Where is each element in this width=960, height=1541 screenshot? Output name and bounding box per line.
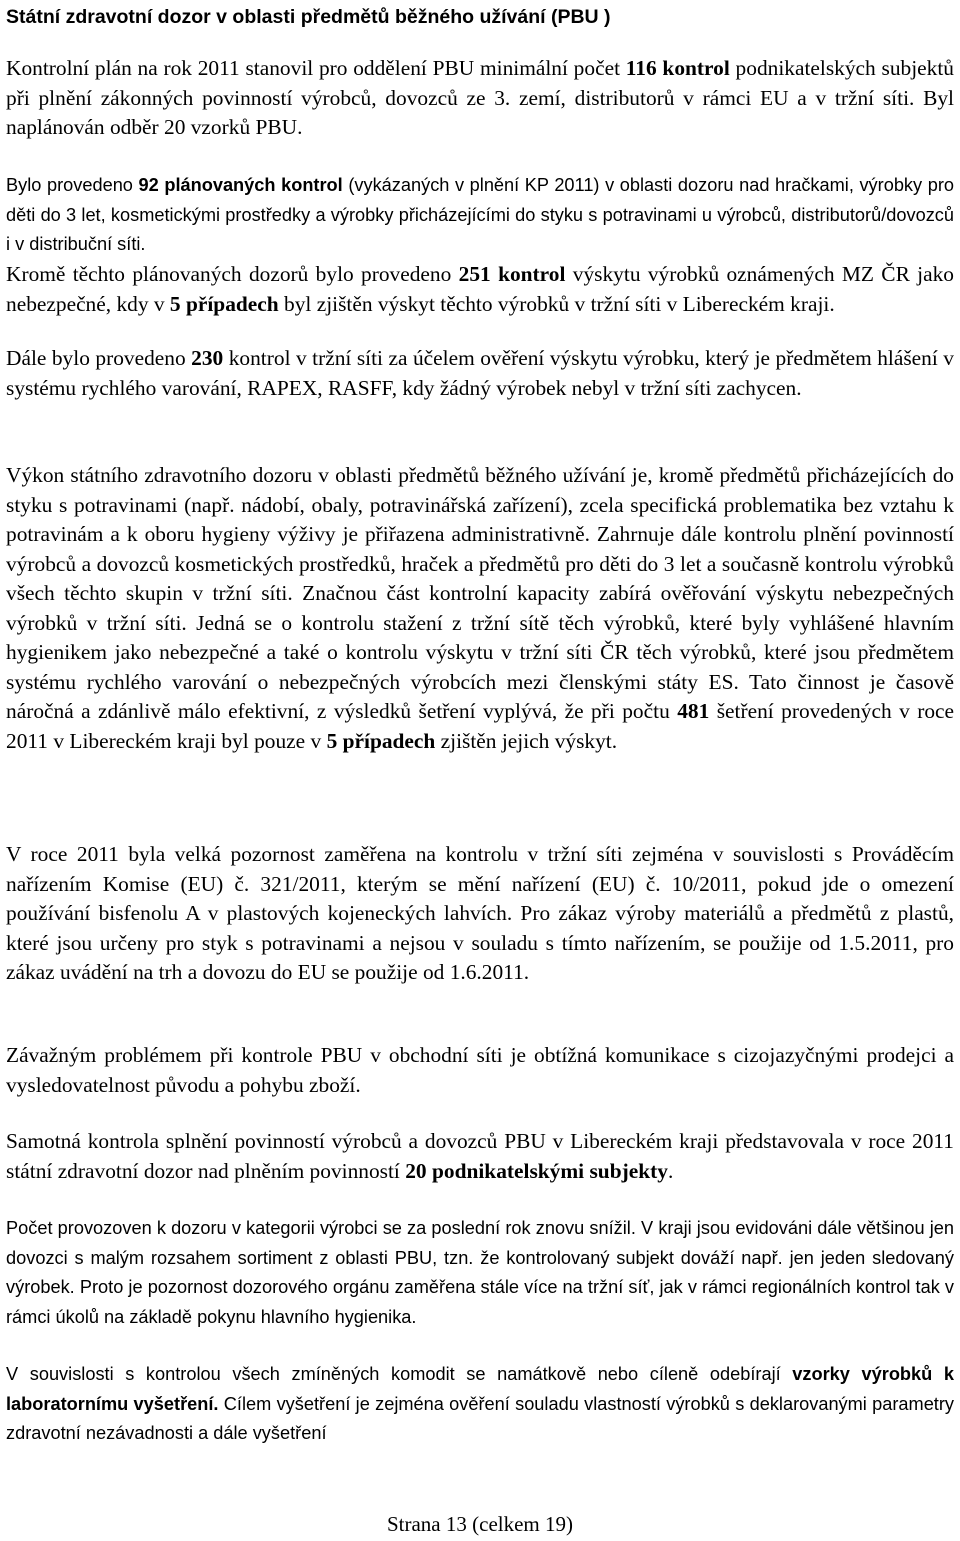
emphasis-text: 116 kontrol [625, 56, 730, 80]
paragraph-sampling [6, 1360, 954, 1449]
paragraph-establishments: Počet provozoven k dozoru v kategorii výrobci se za poslední rok znovu snížil. V kraji jsou evidováni dále většinou jen dovozci s malým rozsahem sortiment z oblasti PBU, tzn. že kontrolovaný subjekt dováží např. jen jeden sledovaný výrobek. Proto je pozornost dozorového orgánu zaměřena stále více na tržní síť, jak v rámci regionálních kontrol tak v rámci úkolů na základě pokynu hlavního hygienika. [6, 1218, 954, 1327]
emphasis-text: 92 plánovaných kontrol [138, 175, 343, 195]
text-run: V souvislosti s kontrolou všech zmíněných komodit se namátkově nebo cíleně odebírají [6, 1364, 793, 1384]
text-run: podnikatelských subjektů při plnění zákonných povinností výrobců, dovozců ze 3. zemí, distributorů v rámci EU a v tržní síti. Byl naplánován odběr 20 vzorků PBU. [6, 56, 954, 139]
section-heading: Státní zdravotní dozor v oblasti předmětů běžného užívání (PBU ) [6, 6, 611, 28]
paragraph-bisphenol: V roce 2011 byla velká pozornost zaměřena na kontrolu v tržní síti zejména v souvislosti s Prováděcím nařízením Komise (EU) č. 321/2011, kterým se mění nařízení (EU) č. 10/2011, pokud jde o omezení používání bisfenolu A v plastových kojeneckých lahvích. Pro zákaz výroby materiálů a předmětů z plastů, které jsou určeny pro styk s potravinami a nejsou v souladu s tímto nařízením, se použije od 1.5.2011, pro zákaz uvádění na trh a dovozu do EU se použije od 1.6.2011. [6, 842, 954, 984]
emphasis-text: 230 [191, 346, 224, 370]
text-run: Kontrolní plán na rok 2011 stanovil pro oddělení PBU minimální počet [6, 56, 626, 80]
paragraph-communication-problem: Závažným problémem při kontrole PBU v obchodní síti je obtížná komunikace s cizojazyčnými prodejci a vysledovatelnost původu a pohybu zboží. [6, 1043, 954, 1097]
text-run: Cílem vyšetření je zejména ověření souladu vlastností výrobků s deklarovanými parametry zdravotní nezávadnosti a dále vyšetření [6, 1393, 955, 1443]
paragraph-planned-controls [6, 171, 954, 260]
text-run: (vykázaných v plnění KP 2011) v oblasti dozoru nad hračkami, výrobky pro děti do 3 let, kosmetickými prostředky a výrobky přicházejícími do styku s potravinami u výrobců, distributorů/dovozců i v distribuční síti. [6, 175, 954, 254]
text-run: Výkon státního zdravotního dozoru v oblasti předmětů běžného užívání je, kromě předmětů přicházejících do styku s potravinami (např. nádobí, obaly, potravinářská zařízení), zcela specifická problematika bez vztahu k potravinám a k oboru hygieny výživy je přiřazena administrativně. Zahrnuje dále kontrolu plnění povinností výrobců a dovozců kosmetických prostředků, hraček a předmětů pro děti do 3 let a současně kontrolu výrobků všech těchto skupin v tržní síti. Značnou část kontrolní kapacity zabírá ověřování výskytu nebezpečných výrobků v tržní síti. Jedná se o kontrolu stažení z tržní sítě těch výrobků, které byly vyhlášené hlavním hygienikem jako nebezpečné a také o kontrolu výskytu v tržní síti ČR těch výrobků, které jsou předmětem systému rychlého varování o nebezpečných výrobcích mezi členskými státy ES. Tato činnost je časově náročná a zdánlivě málo efektivní, z výsledků šetření vyplývá, že při počtu [6, 463, 954, 723]
text-run: byl zjištěn výskyt těchto výrobků v tržní síti v Libereckém kraji. [278, 291, 835, 316]
emphasis-text: 5 případech [326, 728, 436, 753]
text-run: zjištěn jejich výskyt. [435, 728, 618, 753]
paragraph-supervision-scope [6, 461, 954, 756]
paragraph-control-plan [6, 54, 954, 143]
text-run: výskytu výrobků oznámených MZ ČR jako nebezpečné, kdy v [6, 262, 954, 316]
text-run: kontrol v tržní síti za účelem ověření výskytu výrobku, který je předmětem hlášení v systému rychlého varování, RAPEX, RASFF, kdy žádný výrobek nebyl v tržní síti zachycen. [6, 346, 954, 400]
paragraph-rapex-controls [6, 344, 954, 403]
paragraph-dangerous-products [6, 260, 954, 319]
emphasis-text: vzorky výrobků k laboratornímu vyšetření. [6, 1364, 954, 1414]
text-run: Kromě těchto plánovaných dozorů bylo provedeno [6, 262, 459, 286]
text-run: Bylo provedeno [6, 175, 139, 195]
emphasis-text: 481 [677, 699, 710, 723]
emphasis-text: 20 podnikatelskými subjekty [405, 1158, 668, 1183]
text-run: . [667, 1158, 674, 1183]
text-run: Dále bylo provedeno [6, 346, 192, 370]
emphasis-text: 251 kontrol [458, 262, 566, 286]
page-footer: Strana 13 (celkem 19) [386, 1512, 574, 1536]
emphasis-text: 5 případech [169, 291, 279, 316]
paragraph-subject-count [6, 1127, 954, 1186]
text-run: šetření provedených v roce 2011 v Libereckém kraji byl pouze v [6, 699, 954, 753]
text-run: Samotná kontrola splnění povinností výrobců a dovozců PBU v Libereckém kraji představovala v roce 2011 státní zdravotní dozor nad plněním povinností [6, 1129, 954, 1183]
